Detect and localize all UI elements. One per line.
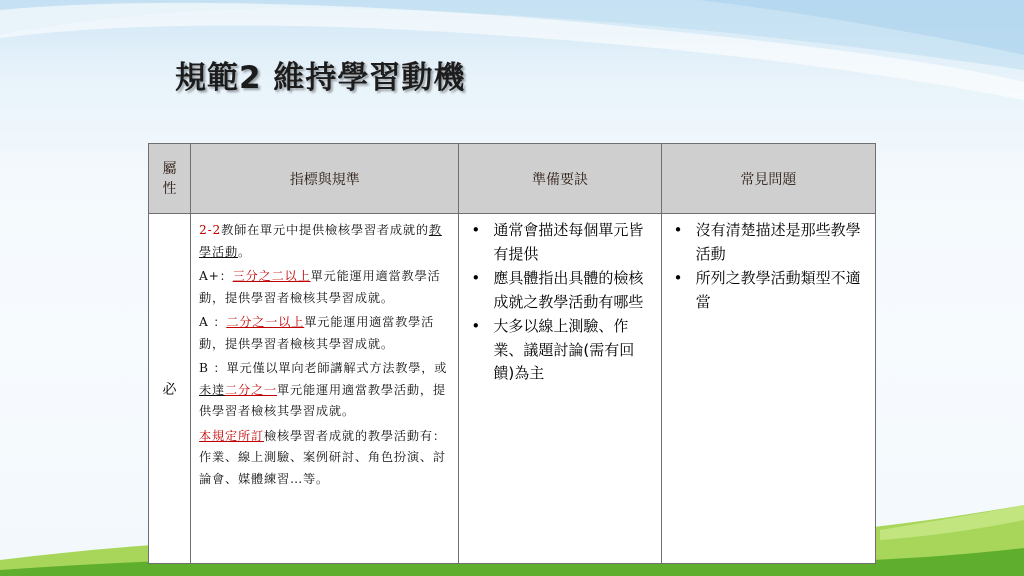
header-attribute (149, 144, 191, 214)
table-row (149, 214, 876, 564)
rubric-table (148, 143, 876, 564)
issues-list (662, 214, 875, 314)
list-item: • 應具體指出具體的檢核成就之教學活動有哪些 (471, 267, 650, 314)
header-indicator: 指標與規準 (191, 144, 459, 214)
grade-b-prefix: B ：單元僅以單向老師講解式方法教學，或 (199, 361, 448, 375)
attribute-cell: 必 (149, 214, 191, 564)
item-number: 2-2 (199, 223, 222, 237)
table-header-row (149, 144, 876, 214)
grade-a (199, 312, 450, 355)
header-tips: 準備要訣 (459, 144, 661, 214)
grade-condition: 二分之一以上 (226, 315, 305, 329)
list-item: • 所列之教學活動類型不適當 (674, 267, 865, 314)
grade-b-text: 單元能運用適當教學活動，提供學習者檢核其學習成就。 (199, 382, 446, 418)
list-item: • 大多以線上測驗、作業、議題討論(需有回饋)為主 (471, 315, 650, 386)
note-text: 檢核學習者成就的教學活動有：作業、線上測驗、案例研討、角色扮演、討論會、媒體練習…等。 (199, 428, 446, 486)
grade-text: 單元能運用適當教學活動，提供學習者檢核其學習成就。 (199, 269, 441, 305)
grade-text: 單元能運用適當教學活動，提供學習者檢核其學習成就。 (199, 315, 435, 351)
item-end: 。 (238, 244, 252, 259)
grade-label: A+： (199, 269, 233, 283)
indicator-item (199, 220, 450, 263)
grade-b (199, 358, 450, 423)
grade-b-condition: 二分之一 (225, 382, 277, 397)
item-keyword: 教學活動 (199, 223, 442, 259)
tips-list (459, 214, 660, 386)
grade-label: A ： (199, 315, 227, 329)
item-text: 教師在單元中提供檢核學習者成就的 (221, 223, 429, 237)
slide-title: 規範2 維持學習動機 (175, 60, 466, 96)
list-item: • 通常會描述每個單元皆有提供 (471, 219, 650, 266)
list-item: • 沒有清楚描述是那些教學活動 (674, 219, 865, 266)
header-attribute-label: 屬性 (162, 160, 177, 197)
issues-cell (661, 214, 875, 564)
note-highlight: 本規定所訂 (199, 428, 264, 443)
grade-b-not-reach: 未達 (199, 382, 226, 397)
indicator-note (199, 426, 450, 491)
indicator-cell (191, 214, 459, 564)
header-issues: 常見問題 (661, 144, 875, 214)
grade-condition: 三分之二以上 (232, 269, 311, 283)
tips-cell (459, 214, 661, 564)
grade-a-plus (199, 266, 450, 309)
criteria-table (148, 143, 876, 564)
